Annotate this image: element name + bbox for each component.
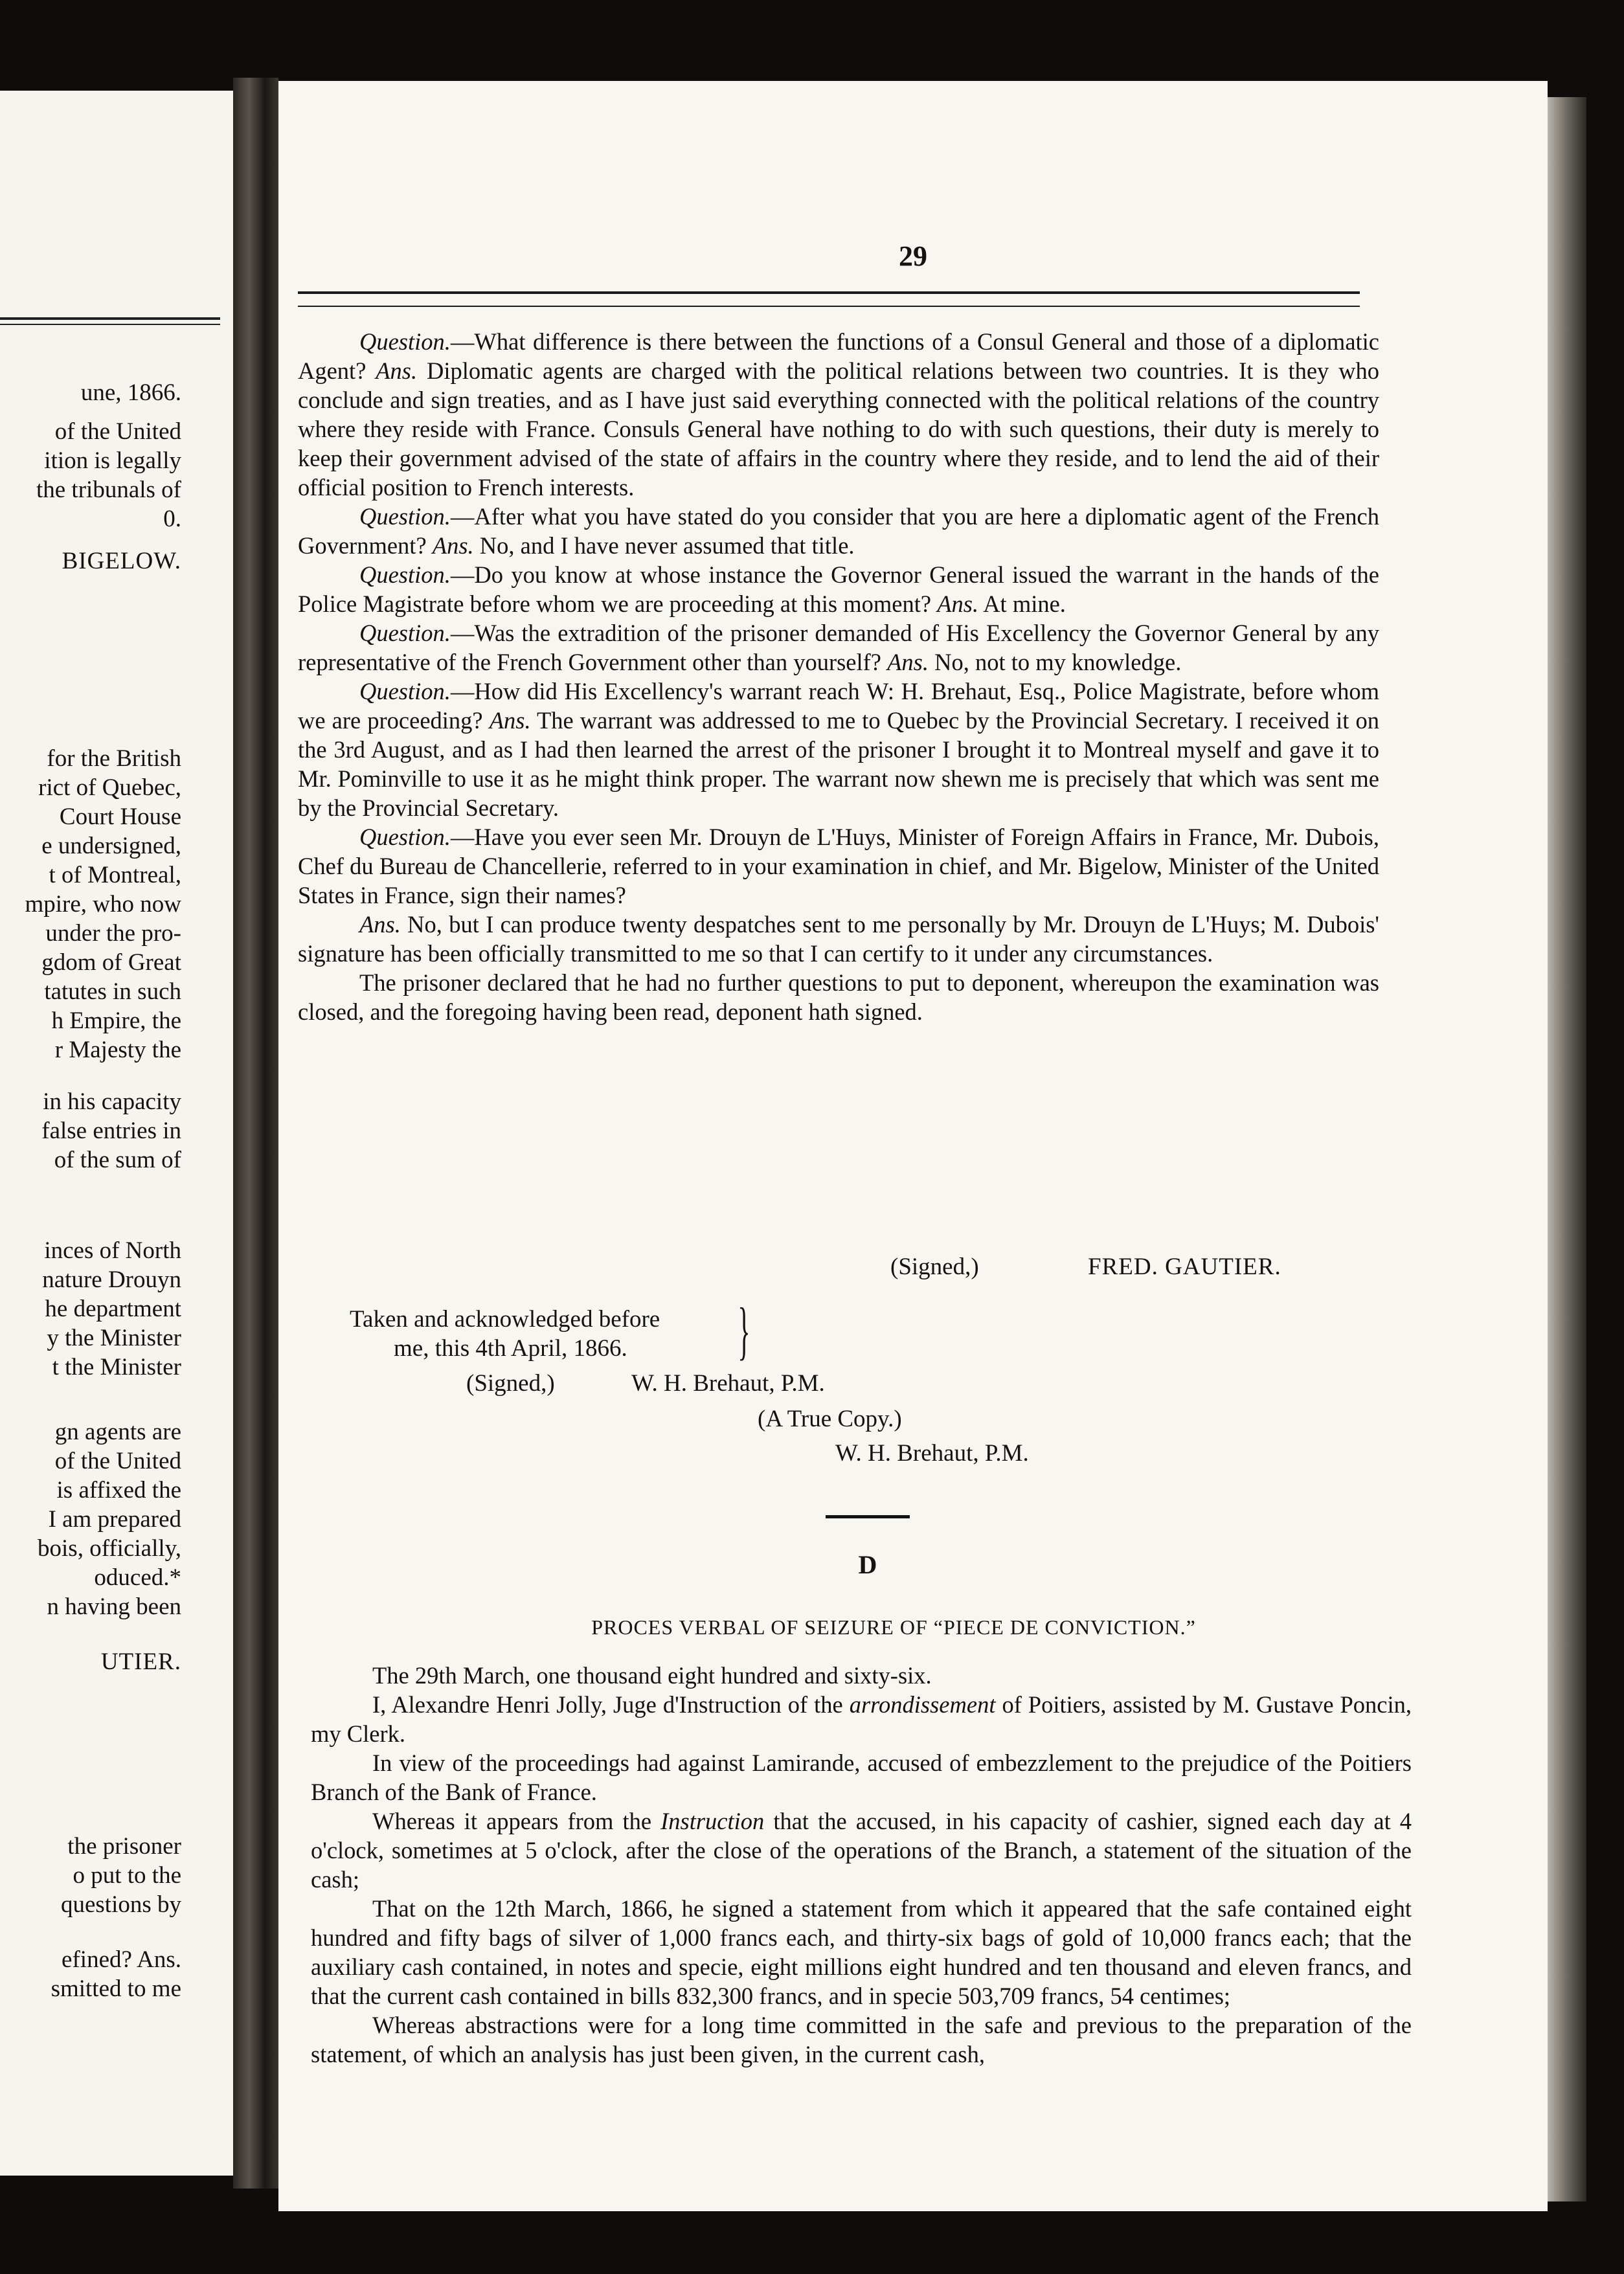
acknowledgement-block <box>350 1305 660 1363</box>
left-page-fragment: oduced.* <box>94 1564 181 1591</box>
left-page-fragment: gdom of Great <box>41 949 181 976</box>
qa-paragraph <box>298 560 1379 618</box>
ans-label: Ans. <box>376 357 418 384</box>
ans-text: The warrant was addressed to me to Quebec by the Provincial Secretary. I received it on the 3rd August, and as I had then learned the arrest of the prisoner I brought it to Montreal myself and gave it to Mr. Pominville to use it as he might think proper. The warrant now shewn me is precisely that which was sent me by the Provincial Secretary. <box>298 707 1379 821</box>
para-whereas-emphasis: Instruction <box>660 1808 765 1834</box>
qa-list <box>298 327 1379 910</box>
ans-label: Ans. <box>937 591 979 617</box>
ans-text: At mine. <box>983 591 1066 617</box>
left-page-fragment: of the United <box>54 1448 181 1474</box>
brace: } <box>738 1294 750 1366</box>
true-copy-name: W. H. Brehaut, P.M. <box>835 1440 1029 1467</box>
left-page-fragment: smitted to me <box>51 1976 181 2002</box>
left-page-fragment: false entries in <box>41 1118 181 1144</box>
left-page-fragment: in his capacity <box>43 1088 181 1115</box>
question-text: —After what you have stated do you consider that you are here a diplomatic agent of the French Government? <box>298 503 1379 559</box>
left-page-fragment: t of Montreal, <box>49 862 181 888</box>
qa-block <box>298 327 1379 1026</box>
para-jolly-text-2: of Poitiers, assisted by M. Gustave Poncin, my Clerk. <box>311 1691 1412 1747</box>
ans-label: Ans. <box>887 649 929 675</box>
page-edge-stack <box>1548 97 1586 2201</box>
section-divider <box>826 1515 910 1518</box>
question-text: —Was the extradition of the prisoner demanded of His Excellency the Governor General by any representative of the French Government other than yourself? <box>298 620 1379 675</box>
book-gutter <box>233 78 278 2189</box>
question-label: Question. <box>359 328 451 355</box>
true-copy-label: (A True Copy.) <box>758 1406 902 1432</box>
left-page-fragment: of the United <box>54 418 181 445</box>
left-page-fragment: nature Drouyn <box>42 1266 181 1293</box>
left-page-fragment: o put to the <box>73 1862 181 1889</box>
section-title: PROCES VERBAL OF SEIZURE OF “PIECE DE CONVICTION.” <box>591 1615 1196 1639</box>
para-jolly <box>311 1690 1412 1748</box>
left-page-rule <box>0 317 220 320</box>
left-page-fragment: e undersigned, <box>41 833 181 859</box>
ans-label: Ans. <box>359 911 401 938</box>
ans-label: Ans. <box>489 707 531 734</box>
ans-text: No, and I have never assumed that title. <box>479 532 855 559</box>
ans-text: No, not to my knowledge. <box>934 649 1182 675</box>
left-page-rule <box>0 324 220 325</box>
question-text: —Do you know at whose instance the Governor General issued the warrant in the hands of the Police Magistrate before whom we are proceeding at this moment? <box>298 561 1379 617</box>
question-text: —Have you ever seen Mr. Drouyn de L'Huys, Minister of Foreign Affairs in France, Mr. Dubois, Chef du Bureau de Chancellerie, referred to in your examination in chief, and Mr. Bigelow, Minister of the United States in France, sign their names? <box>298 824 1379 908</box>
question-label: Question. <box>359 620 451 646</box>
taken-line-2: me, this 4th April, 1866. <box>394 1335 627 1362</box>
left-page-fragment: UTIER. <box>100 1649 181 1675</box>
qa-paragraph <box>298 327 1379 502</box>
header-double-rule <box>298 291 1360 307</box>
left-page-fragment: 0. <box>163 506 181 532</box>
right-page <box>278 81 1548 2211</box>
closing-paragraph: The prisoner declared that he had no further questions to put to deponent, whereupon the examination was closed, and the foregoing having been read, deponent hath signed. <box>298 969 1379 1025</box>
left-page-fragment: the prisoner <box>67 1833 181 1860</box>
left-page <box>0 91 233 2176</box>
left-page-fragment: questions by <box>60 1891 181 1918</box>
left-page-fragment: bois, officially, <box>38 1535 181 1562</box>
left-page-fragment: I am prepared <box>48 1506 181 1533</box>
question-text: —What difference is there between the functions of a Consul General and those of a diplomatic Agent? <box>298 328 1379 384</box>
question-label: Question. <box>359 824 451 850</box>
left-page-fragment: r Majesty the <box>54 1037 181 1063</box>
qa-paragraph <box>298 502 1379 560</box>
left-page-fragment: ition is legally <box>44 447 181 474</box>
left-page-fragment: gn agents are <box>54 1419 181 1445</box>
left-page-fragment: is affixed the <box>56 1477 181 1503</box>
proces-verbal-body <box>311 1661 1412 2069</box>
question-label: Question. <box>359 503 451 530</box>
left-page-fragment: une, 1866. <box>80 379 181 406</box>
left-page-fragment: inces of North <box>44 1237 181 1264</box>
section-letter: D <box>858 1550 877 1579</box>
left-page-fragment: BIGELOW. <box>62 548 181 574</box>
signed2-name: W. H. Brehaut, P.M. <box>631 1370 825 1397</box>
left-page-fragment: t the Minister <box>52 1354 181 1380</box>
question-label: Question. <box>359 678 451 704</box>
left-page-fragment: h Empire, the <box>51 1008 181 1034</box>
para-whereas <box>311 1807 1412 1894</box>
para-that: That on the 12th March, 1866, he signed a statement from which it appeared that the safe contained eight hundred and fifty bags of silver of 1,000 francs each, and thirty-six bags of gold of 10,000 francs each; that the auxiliary cash contained, in notes and specie, eight millions eight hundred and ten thousand and eleven francs, and that the current cash contained in bills 832,300 francs, and in specie 503,709 francs, 54 centimes; <box>311 1895 1412 2009</box>
left-page-fragment: tatutes in such <box>44 978 181 1005</box>
para-whereas-text: Whereas it appears from the <box>372 1808 652 1834</box>
left-page-fragment: he department <box>45 1296 181 1322</box>
para-view: In view of the proceedings had against Lamirande, accused of embezzlement to the prejudice of the Poitiers Branch of the Bank of France. <box>311 1750 1412 1805</box>
qa-paragraph <box>298 618 1379 677</box>
para-whereas-text-2: that the accused, in his capacity of cashier, signed each day at 4 o'clock, sometimes at 5 o'clock, after the close of the operations of the Branch, a statement of the situation of the cash; <box>311 1808 1412 1893</box>
ans-text: Diplomatic agents are charged with the political relations between two countries. It is they who conclude and sign treaties, and as I have just said everything connected with the political relations of the country where they reside with France. Consuls General have nothing to do with such questions, their duty is merely to keep their government advised of the state of affairs in the country where they reside, and to lend the aid of their official position to French interests. <box>298 357 1379 501</box>
para-jolly-text: I, Alexandre Henri Jolly, Juge d'Instruction of the <box>372 1691 843 1718</box>
signed2-label: (Signed,) <box>466 1370 555 1397</box>
left-page-fragment: n having been <box>47 1593 181 1620</box>
qa-final-answer <box>298 910 1379 968</box>
question-label: Question. <box>359 561 451 588</box>
signed-name: FRED. GAUTIER. <box>1088 1254 1281 1280</box>
para-jolly-emphasis: arrondissement <box>849 1691 996 1718</box>
left-page-fragment: Court House <box>59 804 181 830</box>
left-page-fragment: efined? Ans. <box>62 1946 181 1973</box>
ans-label: Ans. <box>432 532 474 559</box>
left-page-fragment: of the sum of <box>54 1147 181 1173</box>
ans-text: No, but I can produce twenty despatches sent to me personally by Mr. Drouyn de L'Huys; M. Dubois' signature has been officially transmitted to me so that I can certify to it under any circumstances. <box>298 911 1379 967</box>
left-page-fragment: under the pro- <box>45 920 181 947</box>
para-date: The 29th March, one thousand eight hundred and sixty-six. <box>372 1662 932 1689</box>
left-page-fragment: rict of Quebec, <box>38 774 181 801</box>
signed-label: (Signed,) <box>890 1254 979 1280</box>
left-page-fragment: the tribunals of <box>36 477 181 503</box>
qa-paragraph <box>298 677 1379 822</box>
para-abstractions: Whereas abstractions were for a long time committed in the safe and previous to the preparation of the statement, of which an analysis has just been given, in the current cash, <box>311 2012 1412 2067</box>
left-page-fragment: for the British <box>47 745 181 772</box>
page-number: 29 <box>899 240 927 272</box>
question-text: —How did His Excellency's warrant reach W: H. Brehaut, Esq., Police Magistrate, before whom we are proceeding? <box>298 678 1379 734</box>
taken-line-1: Taken and acknowledged before <box>350 1306 660 1333</box>
left-page-fragment: mpire, who now <box>25 891 181 917</box>
qa-paragraph <box>298 822 1379 910</box>
left-page-fragment: y the Minister <box>47 1325 181 1351</box>
